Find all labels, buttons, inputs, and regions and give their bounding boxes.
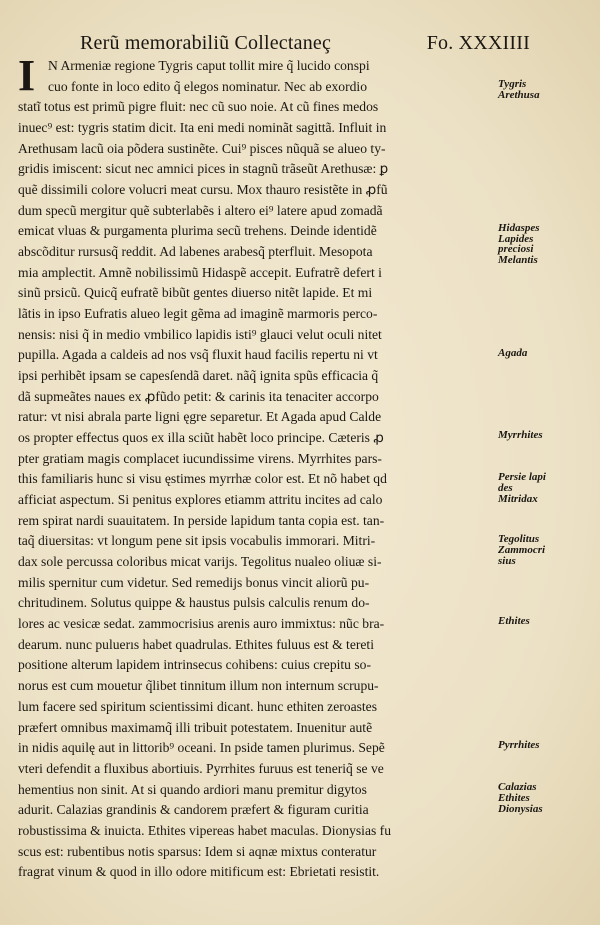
- marginal-note-text: preciosi: [498, 243, 534, 256]
- text-line: pupilla. Agada a caldeis ad nos vsq̃ fluxit haud facilis repertu ni vt: [18, 347, 378, 363]
- text-line: dearum. nunc puluerıs habet quadrulas. Ethites fuluus est & tereti: [18, 636, 374, 652]
- text-line: gridis imiscent: sicut nec amnici pices in stagnũ trãseũt Arethusæ: ꝑ: [18, 161, 389, 177]
- marginal-note-text: des: [498, 481, 513, 494]
- marginal-note-text: Ethites: [498, 615, 530, 628]
- marginal-note-text: Pyrrhites: [498, 739, 540, 752]
- marginal-note-text: Melantis: [498, 254, 538, 267]
- text-line: inuec⁹ est: tygris statim dicit. Ita eni medi nominãt sagittã. Influit in: [18, 120, 387, 136]
- marginal-note-text: Mitridax: [498, 492, 538, 505]
- marginal-note-text: Ethites: [498, 791, 530, 804]
- text-line: nensis: nisi q̃ in medio vmbilico lapidis isti⁹ glauci velut oculi nitet: [18, 326, 382, 342]
- text-line: N Armeniæ regione Tygris caput tollit mire q̃ lucido conspi: [48, 58, 370, 73]
- text-line: lãtis in ipso Eufratis alueo legit gẽma ad imaginẽ marmoris perco-: [18, 306, 378, 322]
- text-line: ipsi perhibẽt ipsam se capesſendã daret. nãq̃ ignita spũs efficacia q̃: [18, 368, 379, 384]
- text-block: [18, 51, 498, 883]
- marginal-note: [498, 616, 590, 627]
- marginal-note-text: Dionysias: [498, 802, 543, 815]
- text-line: scus est: rubentibus notis sparsus: Idem si aqnæ mixtus conteratur: [18, 843, 377, 859]
- text-line: lum facere sed spiritum scientissimi dicant. hunc ethiten zeroastes: [18, 698, 377, 714]
- marginal-note-text: Tygris: [498, 77, 527, 90]
- text-line: præfert omnibus maximamq̃ illi tribuit potestatem. Inuenitur autẽ: [18, 719, 373, 735]
- marginal-note-text: Hidaspes: [498, 222, 540, 235]
- text-line: mia amplectit. Amnẽ nobilissimũ Hidaspẽ accepit. Eufratrẽ defert i: [18, 264, 382, 280]
- text-line: adurit. Calazias grandinis & candorem præfert & figuram curitia: [18, 802, 369, 818]
- text-line: rem spirat nardi suauitatem. In perside lapidum tanta copia est. tan-: [18, 512, 385, 528]
- text-line: ratur: vt nisi abrala parte ligni ęgre separetur. Et Agada apud Calde: [18, 409, 382, 425]
- text-line: in nidis aquilę aut in littorib⁹ oceani. In pside tamen plurimus. Sepẽ: [18, 740, 385, 756]
- text-line: robustissima & inuicta. Ethites vipereas habet maculas. Dionysias fu: [18, 822, 391, 838]
- text-line: dã supmeãtes naues ex ꝓfũdo petit: & carinis ita tenaciter accorpo: [18, 388, 379, 404]
- text-line: taq̃ diuersitas: vt longum pene sit ipsis vocabulis immorari. Mitri-: [18, 533, 376, 549]
- marginal-note-text: Zammocri: [498, 543, 546, 556]
- running-header: [80, 30, 530, 56]
- text-line: lores ac vesicæ sedat. zammocrisius arenis auro immixtus: nũc bra-: [18, 616, 385, 632]
- text-line: chritudinem. Solutus quippe & haustus pulsis calculis renum do-: [18, 595, 370, 611]
- text-line: this familiaris hunc si visu ęstimes myrrhæ color est. Et nõ habet qd: [18, 471, 387, 487]
- text-line: fragrat vinum & quod in illo odore mitificum est: Ebrietati resistit.: [18, 864, 380, 880]
- marginal-note: [498, 244, 590, 266]
- text-line: vteri defendit a fluxibus abortiuis. Pyrrhites furuus est teneriq̃ se ve: [18, 760, 384, 776]
- text-line: statĩ totus est primũ pigre fluit: nec cũ suo noie. At cũ fines medos: [18, 99, 379, 115]
- text-line: emicat vluas & purgamenta plurima secũ trehens. Deinde identidẽ: [18, 223, 377, 239]
- marginal-note-text: Myrrhites: [498, 429, 543, 442]
- marginal-note: [498, 740, 590, 751]
- running-title: Rerũ memorabiliũ Collectaneç: [80, 32, 332, 54]
- text-line: Arethusam lacũ oia põdera sustinẽte. Cui⁹ pisces nũquã se alueo ty-: [18, 140, 386, 156]
- text-line: norus est cum mouetur q̃libet tinnitum illum non internum scrupu-: [18, 678, 379, 694]
- marginal-note: [498, 79, 590, 101]
- drop-initial: I: [18, 51, 36, 100]
- marginal-note-text: Agada: [498, 346, 528, 359]
- marginal-note-text: Tegolitus: [498, 532, 540, 545]
- text-line: os propter effectus quos ex illa sciũt habẽt loco principe. Cæteris ꝓ: [18, 430, 384, 446]
- text-line: milis spernitur cum videtur. Sed remedijs bonus vincit aliorũ pu-: [18, 574, 370, 590]
- marginal-note-text: Arethusa: [498, 88, 540, 101]
- marginal-note: [498, 430, 590, 441]
- text-line: afficiat aspectum. Si penitus explores etiamm attritu incites ad calo: [18, 492, 383, 508]
- marginal-note-text: Calazias: [498, 780, 537, 793]
- text-line: cuo fonte in loco edito q̃ elegos nominatur. Nec ab exordio: [48, 78, 367, 94]
- text-line: abscõditur rursusq̃ reddit. Ad labenes arabesq̃ pterfluit. Mesopota: [18, 244, 373, 260]
- text-line: dum specũ mergitur quẽ subterlabẽs i altero ei⁹ latere apud zomadã: [18, 202, 383, 218]
- marginal-note: [498, 534, 590, 567]
- text-line: positione alterum lapidem intrinsecus cohibens: cuius crepitu so-: [18, 657, 371, 673]
- marginal-note-text: Lapides: [498, 233, 534, 246]
- marginal-note: [498, 348, 590, 359]
- text-line: sinũ prsicũ. Quicq̃ eufratẽ bibũt gentes diuerso nitẽt lapide. Et mi: [18, 285, 373, 301]
- folio-number: Fo. XXXIIII: [426, 32, 530, 54]
- text-line: hementius non sinit. At si quando ardiori manu premitur digytos: [18, 781, 367, 797]
- marginal-note-text: Persie lapi: [498, 470, 546, 483]
- marginal-note-text: sius: [498, 554, 516, 567]
- marginal-note: [498, 782, 590, 815]
- text-line: quẽ dissimili colore volucri meat cursu. Mox thauro resistẽte in ꝓfũ: [18, 182, 388, 198]
- marginal-note: [498, 472, 590, 505]
- text-line: pter gratiam magis complacet iucundissime virens. Myrrhites pars-: [18, 450, 382, 466]
- text-line: dax sole percussa coloribus micat varijs. Tegolitus nualeo oliuæ si-: [18, 554, 382, 570]
